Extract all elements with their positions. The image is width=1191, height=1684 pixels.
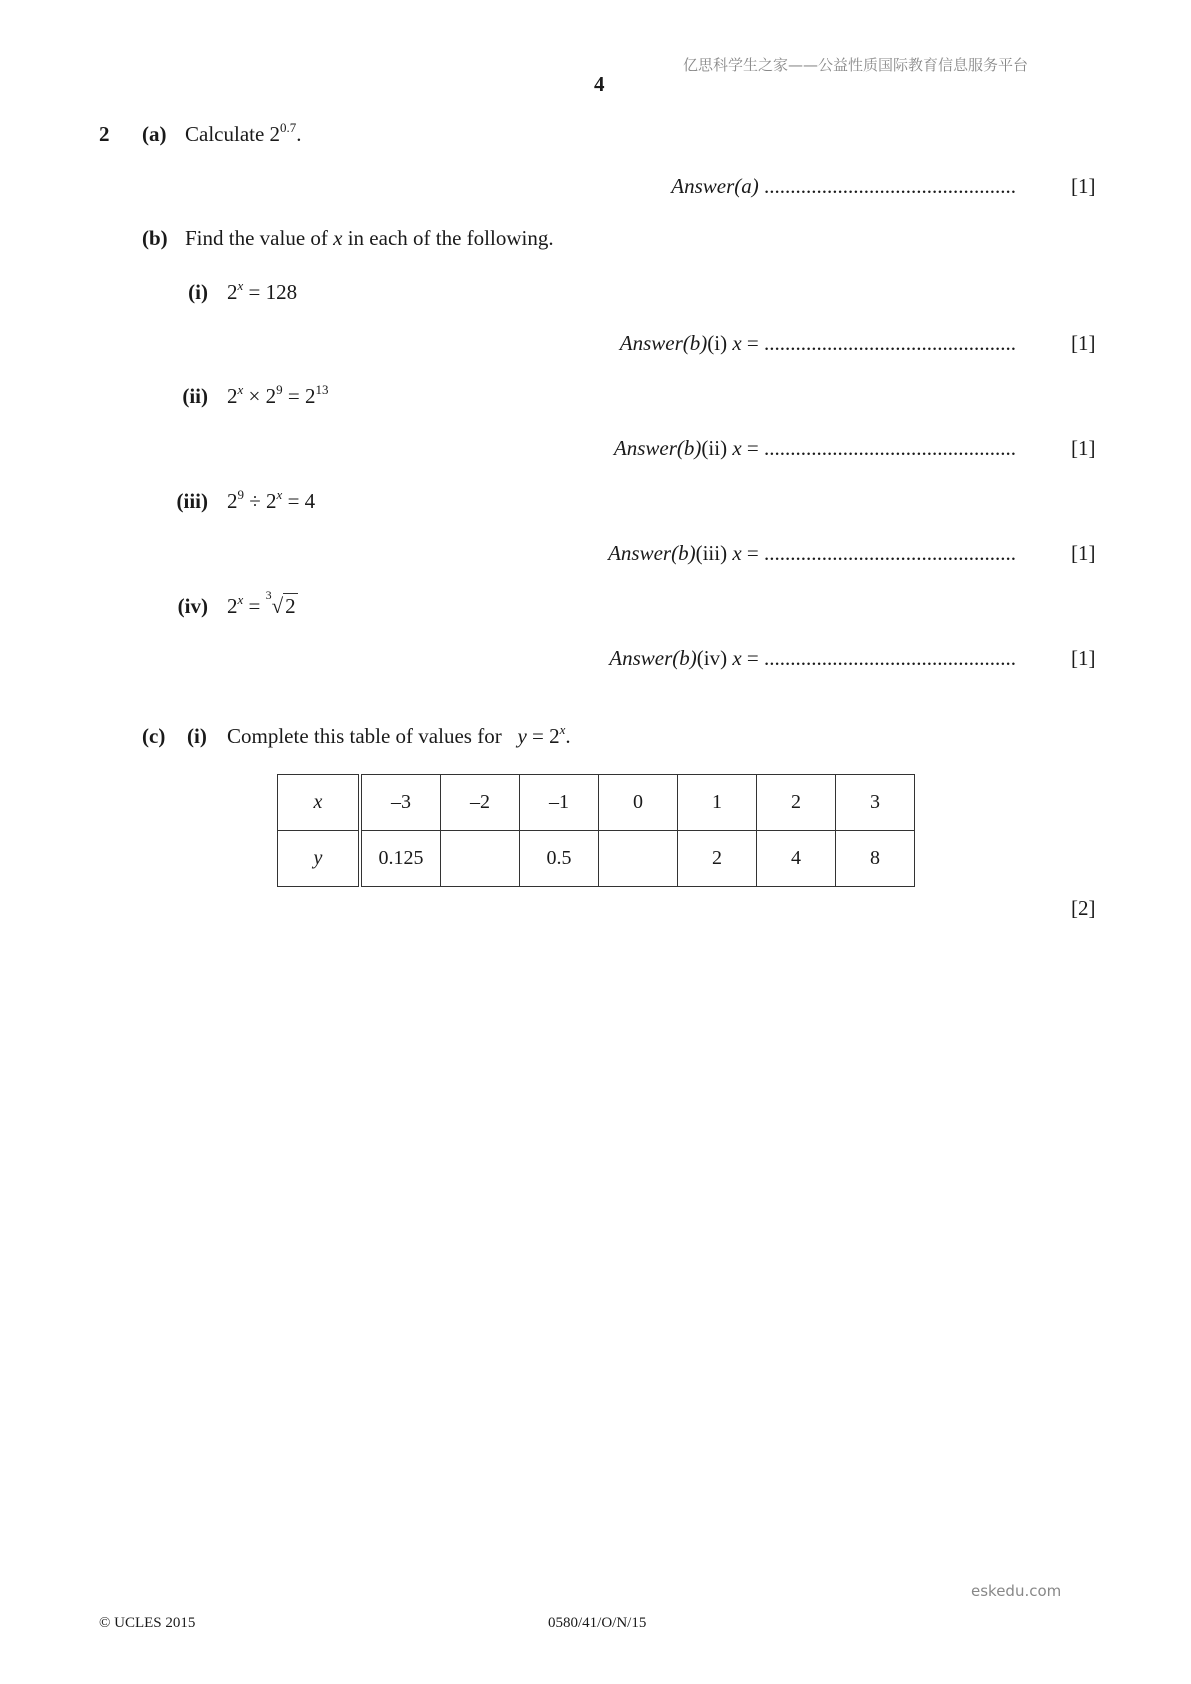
mark-b-ii: [1] bbox=[1071, 436, 1096, 460]
mark-a: [1] bbox=[1071, 174, 1096, 198]
equation-b-iii: $2^9 \div 2^x = 4$ bbox=[227, 487, 316, 513]
footer-watermark: eskedu.com bbox=[971, 1582, 1062, 1600]
footer-copyright: © UCLES 2015 bbox=[99, 1615, 196, 1631]
question-number: 2 bbox=[99, 122, 110, 146]
mark-b-iii: [1] bbox=[1071, 541, 1096, 565]
answer-b-i-dots[interactable]: ................................................ bbox=[764, 331, 1016, 355]
mark-c: [2] bbox=[1071, 896, 1096, 920]
answer-b-ii-line: Answer(b)(ii) x = ................................................ bbox=[613, 436, 1016, 460]
answer-a-dots[interactable]: ................................................ bbox=[764, 174, 1016, 198]
mark-b-i: [1] bbox=[1071, 331, 1096, 355]
part-b-i-label: (i) bbox=[188, 280, 208, 304]
equation-b-iv: $2^x$ = 3 √2 bbox=[227, 588, 296, 618]
answer-b-iii-dots[interactable]: ................................................ bbox=[764, 541, 1016, 565]
footer-code: 0580/41/O/N/15 bbox=[548, 1615, 647, 1631]
part-a-label: (a) bbox=[142, 122, 167, 146]
answer-b-ii-dots[interactable]: ................................................ bbox=[764, 436, 1016, 460]
table-header-x: x bbox=[278, 775, 361, 831]
table-cell: 8 bbox=[836, 831, 915, 887]
part-b-iii-label: (iii) bbox=[176, 489, 208, 513]
part-b-ii-label: (ii) bbox=[182, 384, 208, 408]
part-a-text: Calculate $2^{0.7}$. bbox=[185, 120, 302, 146]
part-b-text: Find the value of x in each of the following. bbox=[185, 226, 554, 250]
equation-b-i: $2^x = 128$ bbox=[227, 278, 298, 304]
mark-b-iv: [1] bbox=[1071, 646, 1096, 670]
cube-root-symbol: 3 √2 bbox=[265, 588, 296, 618]
equation-b-ii: $2^x \times 2^9 = 2^{13}$ bbox=[227, 382, 329, 408]
header-watermark: 亿思科学生之家——公益性质国际教育信息服务平台 bbox=[683, 56, 1029, 74]
table-cell: –3 bbox=[360, 775, 441, 831]
table-cell: 4 bbox=[757, 831, 836, 887]
table-cell: 0.5 bbox=[520, 831, 599, 887]
table-cell: –1 bbox=[520, 775, 599, 831]
answer-b-i-line: Answer(b)(i) x = ................................................ bbox=[619, 331, 1016, 355]
part-c-text: Complete this table of values for $y = 2^x$. bbox=[227, 722, 571, 748]
table-cell: –2 bbox=[441, 775, 520, 831]
table-cell-blank[interactable] bbox=[441, 831, 520, 887]
answer-a-line: Answer(a) ................................................ bbox=[671, 174, 1016, 198]
table-cell: 2 bbox=[757, 775, 836, 831]
table-cell: 1 bbox=[678, 775, 757, 831]
part-b-label: (b) bbox=[142, 226, 168, 250]
values-table bbox=[277, 774, 915, 887]
answer-b-iv-dots[interactable]: ................................................ bbox=[764, 646, 1016, 670]
part-c-i-label: (i) bbox=[187, 724, 207, 748]
table-row-x bbox=[278, 775, 915, 831]
part-c-label: (c) bbox=[142, 724, 166, 748]
page-number: 4 bbox=[594, 72, 605, 96]
table-cell: 0.125 bbox=[360, 831, 441, 887]
table-row-y bbox=[278, 831, 915, 887]
answer-b-iii-line: Answer(b)(iii) x = ................................................ bbox=[608, 541, 1016, 565]
table-header-y: y bbox=[278, 831, 361, 887]
answer-b-iv-line: Answer(b)(iv) x = ................................................ bbox=[609, 646, 1016, 670]
table-cell: 2 bbox=[678, 831, 757, 887]
table-cell: 0 bbox=[599, 775, 678, 831]
part-b-iv-label: (iv) bbox=[177, 594, 208, 618]
table-cell: 3 bbox=[836, 775, 915, 831]
table-cell-blank[interactable] bbox=[599, 831, 678, 887]
